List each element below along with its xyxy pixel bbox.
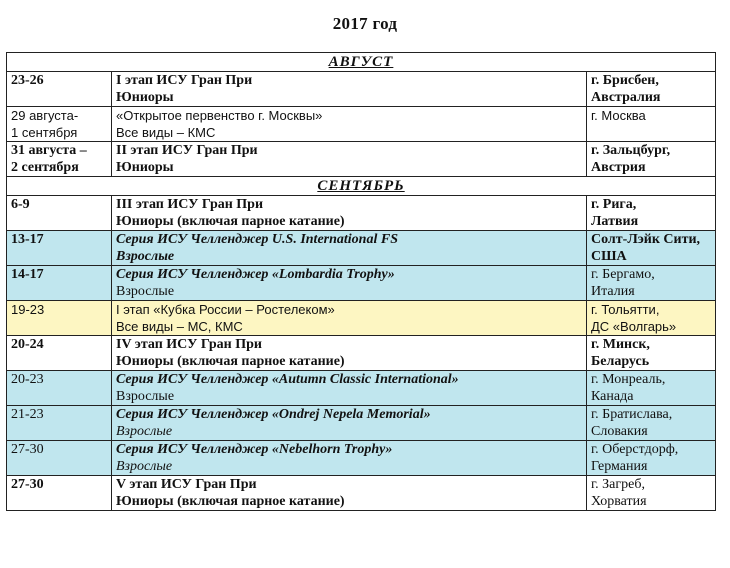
place-country: Австрия <box>591 160 646 175</box>
place-cell <box>587 406 716 441</box>
event-category: Взрослые <box>116 249 175 264</box>
event-category: Все виды – МС, КМС <box>116 319 243 334</box>
place-city: г. Москва <box>591 108 646 123</box>
table-row <box>7 441 716 476</box>
place-city: г. Брисбен, <box>591 73 659 88</box>
event-category: Взрослые <box>116 284 175 299</box>
event-category: Взрослые <box>116 424 173 439</box>
place-city: г. Братислава, <box>591 407 673 422</box>
place-cell <box>587 72 716 107</box>
month-header-row <box>7 53 716 72</box>
place-city: г. Оберстдорф, <box>591 442 679 457</box>
table-row <box>7 301 716 336</box>
place-city: г. Бергамо, <box>591 267 655 282</box>
table-row <box>7 72 716 107</box>
date-cell: 20-23 <box>7 371 112 406</box>
table-row <box>7 196 716 231</box>
schedule-table <box>6 52 716 511</box>
table-row <box>7 231 716 266</box>
event-cell <box>112 371 587 406</box>
date-cell <box>7 142 112 177</box>
place-cell <box>587 336 716 371</box>
date-end: 2 сентября <box>11 160 79 175</box>
event-category: Юниоры <box>116 90 174 105</box>
month-header-september: СЕНТЯБРЬ <box>7 177 716 196</box>
place-country: Беларусь <box>591 354 650 369</box>
date-end: 1 сентября <box>11 125 78 140</box>
place-country: Австралия <box>591 90 661 105</box>
place-cell <box>587 266 716 301</box>
place-city: г. Тольятти, <box>591 302 660 317</box>
table-row <box>7 266 716 301</box>
event-category: Юниоры (включая парное катание) <box>116 214 345 229</box>
date-cell <box>7 107 112 142</box>
event-cell <box>112 301 587 336</box>
table-row <box>7 476 716 511</box>
event-cell <box>112 196 587 231</box>
page-title: 2017 год <box>332 14 398 33</box>
date-cell: 21-23 <box>7 406 112 441</box>
place-city: г. Загреб, <box>591 477 645 492</box>
month-header-august: АВГУСТ <box>7 53 716 72</box>
place-country: Словакия <box>591 424 648 439</box>
place-city: г. Минск, <box>591 337 650 352</box>
date-cell: 23-26 <box>7 72 112 107</box>
place-city: г. Зальцбург, <box>591 143 671 158</box>
table-row <box>7 107 716 142</box>
event-category: Все виды – КМС <box>116 125 216 140</box>
event-title: «Открытое первенство г. Москвы» <box>116 108 323 123</box>
event-cell <box>112 441 587 476</box>
place-cell <box>587 441 716 476</box>
place-country: Канада <box>591 389 634 404</box>
event-title: I этап ИСУ Гран При <box>116 73 253 88</box>
place-venue: ДС «Волгарь» <box>591 319 677 334</box>
event-title: Серия ИСУ Челленджер U.S. International FS <box>116 232 398 247</box>
date-cell: 27-30 <box>7 441 112 476</box>
event-category: Взрослые <box>116 389 175 404</box>
event-cell <box>112 72 587 107</box>
table-row <box>7 336 716 371</box>
place-country: Италия <box>591 284 635 299</box>
event-category: Юниоры (включая парное катание) <box>116 354 345 369</box>
table-row <box>7 371 716 406</box>
place-city: Солт-Лэйк Сити, <box>591 232 701 247</box>
event-title: Серия ИСУ Челленджер «Lombardia Trophy» <box>116 267 395 282</box>
place-cell <box>587 196 716 231</box>
table-row <box>7 142 716 177</box>
event-title: Серия ИСУ Челленджер «Ondrej Nepela Memorial» <box>116 407 431 422</box>
event-title: IV этап ИСУ Гран При <box>116 337 262 352</box>
date-start: 29 августа- <box>11 108 79 123</box>
place-cell <box>587 371 716 406</box>
event-title: Серия ИСУ Челленджер «Autumn Classic International» <box>116 372 459 387</box>
place-country: Хорватия <box>591 494 647 509</box>
place-cell <box>587 142 716 177</box>
event-cell <box>112 231 587 266</box>
event-title: I этап «Кубка России – Ростелеком» <box>116 302 335 317</box>
event-cell <box>112 142 587 177</box>
event-title: V этап ИСУ Гран При <box>116 477 257 492</box>
place-cell <box>587 301 716 336</box>
event-cell <box>112 107 587 142</box>
date-cell: 19-23 <box>7 301 112 336</box>
event-title: Серия ИСУ Челленджер «Nebelhorn Trophy» <box>116 442 393 457</box>
place-cell <box>587 476 716 511</box>
date-cell: 20-24 <box>7 336 112 371</box>
date-cell: 14-17 <box>7 266 112 301</box>
event-cell <box>112 266 587 301</box>
place-country: США <box>591 249 627 264</box>
date-start: 31 августа – <box>11 143 87 158</box>
place-cell <box>587 231 716 266</box>
date-cell: 13-17 <box>7 231 112 266</box>
table-row <box>7 406 716 441</box>
event-cell <box>112 476 587 511</box>
event-title: III этап ИСУ Гран При <box>116 197 264 212</box>
event-title: II этап ИСУ Гран При <box>116 143 258 158</box>
place-city: г. Монреаль, <box>591 372 666 387</box>
event-cell <box>112 406 587 441</box>
event-category: Юниоры (включая парное катание) <box>116 494 345 509</box>
event-category: Юниоры <box>116 160 174 175</box>
place-country: Латвия <box>591 214 639 229</box>
place-city: г. Рига, <box>591 197 637 212</box>
date-cell: 6-9 <box>7 196 112 231</box>
event-cell <box>112 336 587 371</box>
place-cell <box>587 107 716 142</box>
date-cell: 27-30 <box>7 476 112 511</box>
month-header-row <box>7 177 716 196</box>
place-country: Германия <box>591 459 648 474</box>
event-category: Взрослые <box>116 459 173 474</box>
